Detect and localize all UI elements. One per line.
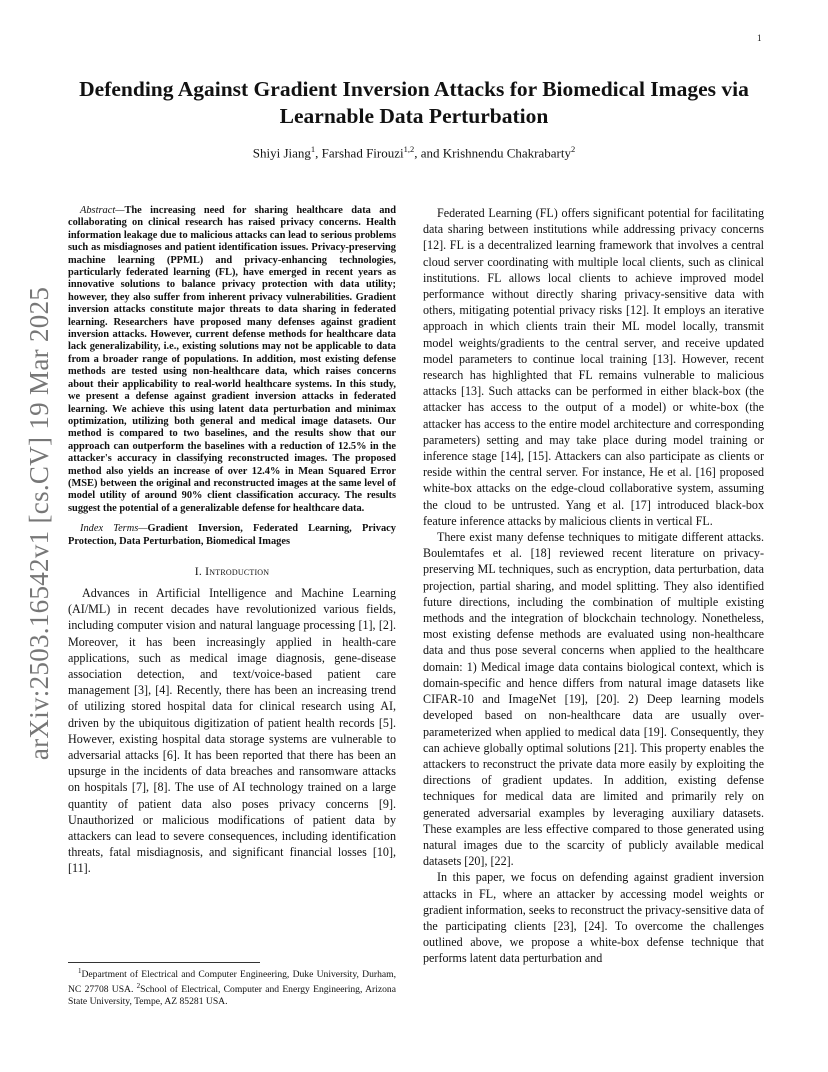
- index-terms-text: Gradient Inversion, Federated Learning, Privacy Protection, Data Perturbation, Biomedical Images: [68, 523, 396, 547]
- page-number: 1: [757, 33, 762, 43]
- footnote: [68, 966, 396, 1007]
- index-terms-label: Index Terms—: [80, 523, 148, 535]
- arxiv-identifier: [20, 283, 60, 763]
- author-separator: , and: [414, 145, 443, 161]
- author-name: Krishnendu Chakrabarty: [442, 145, 571, 161]
- body-paragraph: There exist many defense techniques to mitigate different attacks. Boulemtafes et al. [18] reviewed recent literature on privacy-preserving ML techniques, such as encryption, data perturbation, data projection, partial sharing, and model splitting. They also identified future directions, including the combination of multiple existing methods and the integration of blockchain technology. Nonetheless, most existing defense methods are evaluated using non-healthcare data and thus pose several concerns when applied to the healthcare domain: 1) Medical image data contains biological context, which is domain-specific and hence differs from natural image datasets like CIFAR-10 and ImageNet [19], [20]. 2) Deep learning models developed based on non-healthcare data are usually over-parameterized when applied to medical data [19]. Consequently, they can achieve globally optimal solutions [21]. This property enables the attackers to reconstruct the private data more easily by exploiting the directions of gradient updates. In addition, existing defense techniques for medical data are limited and primarily rely on generated adversarial examples by leveraging auxiliary datasets. These examples are less effective compared to those generated using natural images due to the scarcity of publicly available medical datasets [20], [22].: [423, 530, 764, 869]
- author-separator: ,: [315, 145, 322, 161]
- section-heading: [68, 564, 396, 579]
- abstract-label: Abstract—: [80, 205, 125, 216]
- left-column: [68, 205, 396, 877]
- footnote-marker: 2: [136, 981, 141, 990]
- index-terms: [68, 523, 396, 548]
- section-title: Introduction: [205, 563, 270, 578]
- intro-paragraph: Advances in Artificial Intelligence and Machine Learning (AI/ML) in recent decades have revolutionized various fields, including computer vision and natural language processing [1], [2]. Moreover, it has been increasingly applied in health-care applications, such as medical image diagnosis, gene-disease association detection, and text/voice-based patient care management [3], [4]. Recently, there has been an increasing trend of utilizing stored hospital data for clinical research using AI, driven by the ubiquitous digitization of patient health records [5]. However, existing hospital data storage systems are vulnerable to adversarial attacks [6]. It has been reported that there has been an upsurge in the incidents of data breaches and ransomware attacks on hospitals [7], [8]. The use of AI technology trained on a large quantity of patient data also poses privacy concerns [9]. Unauthorized or malicious modifications of patient data by attackers can lead to severe consequences, including identification threats, fatal misdiagnosis, and significant financial losses [10], [11].: [68, 585, 396, 876]
- paper-title: Defending Against Gradient Inversion Attacks for Biomedical Images via Learnable Data Perturbation: [79, 77, 749, 128]
- author-list: [60, 144, 768, 161]
- section-number: I.: [194, 563, 206, 578]
- author-affiliation: 1,2: [403, 144, 415, 154]
- right-column: [423, 205, 764, 967]
- footnote-divider: [68, 962, 260, 963]
- author-affiliation: 1: [310, 144, 316, 154]
- body-paragraph: Federated Learning (FL) offers significant potential for facilitating data sharing between institutions while addressing privacy concerns [12]. FL is a decentralized learning framework that involves a central cloud server coordinating with multiple local clients, such as clinical institutions. FL allows local clients to achieve improved model performance without directly sharing privacy-sensitive data with others, mitigating potential privacy risks [12]. It employs an iterative approach in which clients train their ML model locally, transmit model weights/gradients to the central server, and receive updated model parameters to continue local training [13]. However, recent research has highlighted that FL remains vulnerable to malicious attacks [13]. Such attacks can be performed in either black-box (the attacker has access to the output of a model) or white-box (the attacker has access to the entire model architecture and corresponding parameters) setting and may take place during model training or inference stage [14], [15]. Attackers can also participate as clients or reside within the central server. For instance, He et al. [16] proposed white-box attacks on the edge-cloud collaborative system, assuming the cloud to be untrusted. Yang et al. [17] introduced black-box feature inference attacks by malicious clients in vertical FL.: [423, 206, 764, 528]
- footnote-affiliation-1: Department of Electrical and Computer Engineering, Duke University, Durham, NC 27708 USA.: [68, 969, 396, 995]
- body-paragraph: In this paper, we focus on defending against gradient inversion attacks in FL, where an attacker by accessing model weights or gradient information, seeks to reconstruct the privacy-sensitive data of the participating clients [23], [24]. To overcome the challenges outlined above, we propose a white-box defense technique that performs latent data perturbation and: [423, 870, 764, 966]
- abstract-text: The increasing need for sharing healthcare data and collaborating on clinical research has raised privacy concerns. Health information leakage due to malicious attacks can lead to serious problems such as misdiagnoses and patient identification issues. Privacy-preserving machine learning (PPML) and privacy-enhancing technologies, particularly federated learning (FL), have emerged in recent years as innovative solutions to balance privacy protection with data utility; however, they also suffer from inherent privacy vulnerabilities. Gradient inversion attacks constitute major threats to data sharing in federated learning. Researchers have proposed many defenses against gradient inversion attacks. However, current defense methods for healthcare data lack generalizability, i.e., existing solutions may not be applicable to data from a broader range of populations. In addition, most existing defense methods are tested using non-healthcare data, which raises concerns about their applicability to real-world healthcare systems. In this study, we present a defense against gradient inversion attacks in federated learning. We achieve this using latent data perturbation and minimax optimization, utilizing both general and medical image datasets. Our method is compared to two baselines, and the results show that our approach can outperform the baselines with a reduction of 12.5% in the attacker's accuracy in classifying reconstructed images. The proposed method also yields an increase of over 12.4% in Mean Squared Error (MSE) between the original and reconstructed images at the same level of model utility of around 90% client classification accuracy. The results suggest the potential of a generalizable defense for healthcare data.: [68, 205, 396, 514]
- author-affiliation: 2: [570, 144, 576, 154]
- footnote-affiliation-2: School of Electrical, Computer and Energy Engineering, Arizona State University, Tempe, AZ 85281 USA.: [68, 983, 396, 1007]
- abstract: [68, 205, 396, 515]
- arxiv-identifier-text: arXiv:2503.16542v1 [cs.CV] 19 Mar 2025: [24, 286, 55, 760]
- author-name: Shiyi Jiang: [252, 145, 311, 161]
- author-name: Farshad Firouzi: [321, 145, 404, 161]
- footnote-marker: 1: [78, 967, 82, 975]
